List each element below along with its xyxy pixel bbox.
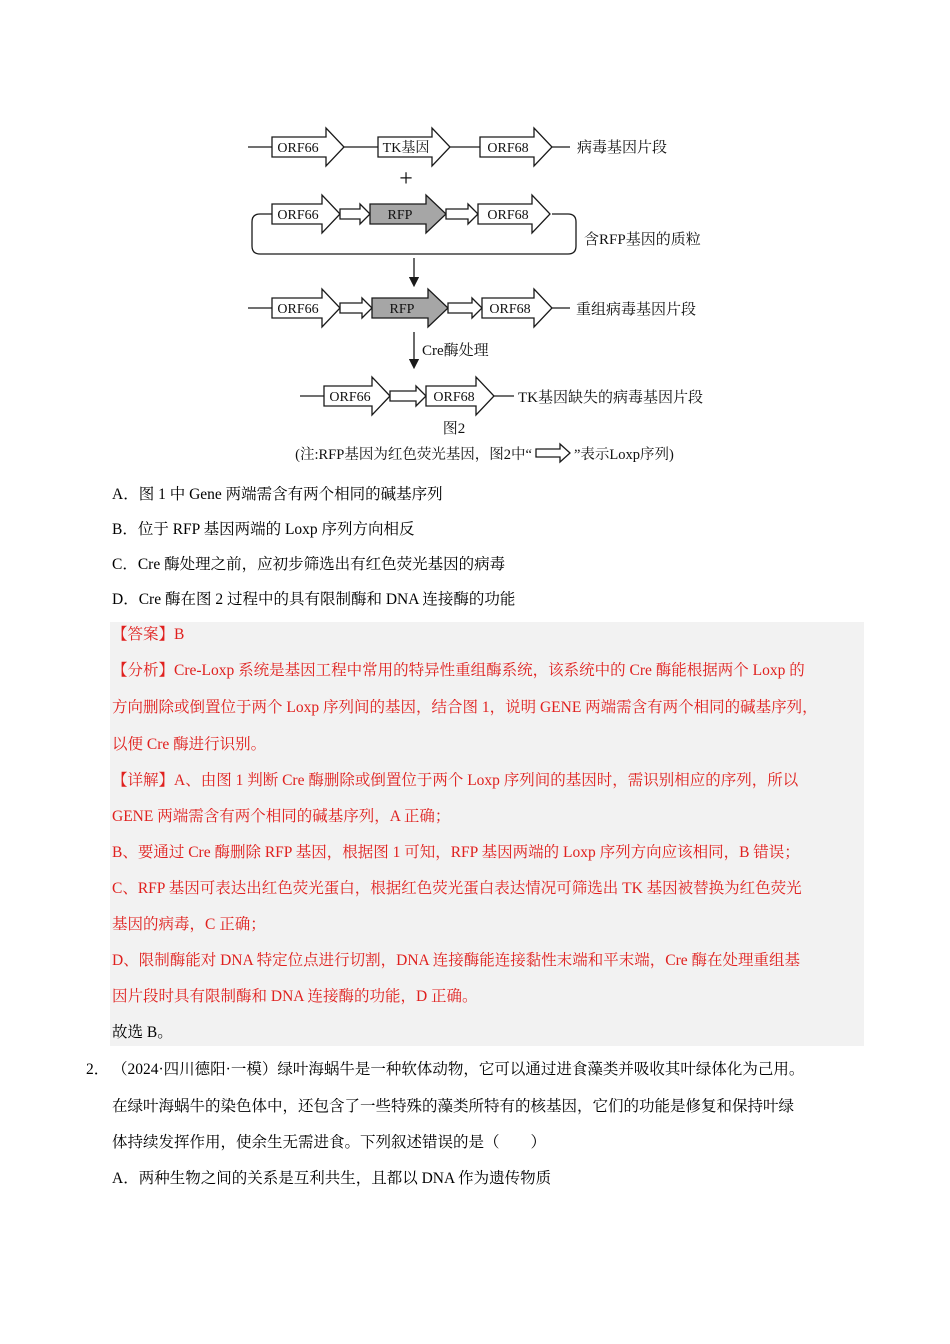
- label-tk-deleted: TK基因缺失的病毒基因片段: [518, 390, 703, 406]
- question-line: 在绿叶海蜗牛的染色体中，还包含了一些特殊的藻类所特有的核基因，它们的功能是修复和保持叶绿: [112, 1098, 795, 1115]
- label-orf68: ORF68: [433, 390, 475, 405]
- loxp-legend-arrow: [536, 444, 570, 462]
- note-left: (注:RFP基因为红色荧光基因，图2中“: [295, 447, 532, 463]
- analysis-line: 方向删除或倒置位于两个 Loxp 序列间的基因，结合图 1，说明 GENE 两端需含有两个相同的碱基序列，: [112, 699, 818, 716]
- question-number: 2．: [86, 1061, 110, 1078]
- detail-line: D、限制酶能对 DNA 特定位点进行切割，DNA 连接酶能连接黏性末端和平末端，Cre 酶在处理重组基: [112, 952, 801, 969]
- label-orf68: ORF68: [487, 141, 529, 156]
- option-a: A．两种生物之间的关系是互利共生，且都以 DNA 作为遗传物质: [112, 1170, 552, 1187]
- label-orf66: ORF66: [277, 208, 319, 223]
- option-d: D．Cre 酶在图 2 过程中的具有限制酶和 DNA 连接酶的功能: [112, 591, 516, 608]
- detail-line: 因片段时具有限制酶和 DNA 连接酶的功能，D 正确。: [112, 988, 478, 1005]
- label-orf66: ORF66: [277, 302, 319, 317]
- loxp-arrow: [340, 298, 372, 318]
- figure-caption: 图2: [442, 421, 466, 437]
- option-b: B．位于 RFP 基因两端的 Loxp 序列方向相反: [112, 521, 415, 538]
- detail-line: GENE 两端需含有两个相同的碱基序列，A 正确；: [112, 808, 451, 825]
- question-line: （2024·四川德阳·一模）绿叶海蜗牛是一种软体动物，它可以通过进食藻类并吸收其叶绿体化为己用。: [112, 1061, 805, 1078]
- label-rfp: RFP: [387, 208, 413, 223]
- detail-line: 基因的病毒，C 正确；: [112, 916, 266, 933]
- loxp-arrow: [448, 298, 482, 318]
- analysis-line: 以便 Cre 酶进行识别。: [112, 736, 267, 753]
- label-orf66: ORF66: [277, 141, 319, 156]
- loxp-arrow: [390, 386, 426, 406]
- option-c: C．Cre 酶处理之前，应初步筛选出有红色荧光基因的病毒: [112, 556, 506, 573]
- answer-line: 【答案】B: [112, 626, 185, 643]
- label-orf68: ORF68: [487, 208, 529, 223]
- analysis-line: 【分析】Cre-Loxp 系统是基因工程中常用的特异性重组酶系统，该系统中的 Cre 酶能根据两个 Loxp 的: [112, 662, 805, 679]
- plus-sign: +: [399, 166, 413, 192]
- label-cre-step: Cre酶处理: [422, 343, 489, 359]
- label-tk: TK基因: [382, 141, 430, 156]
- label-recombinant: 重组病毒基因片段: [576, 302, 697, 318]
- recombination-figure: [236, 118, 736, 468]
- question-line: 体持续发挥作用，使余生无需进食。下列叙述错误的是（ ）: [112, 1134, 547, 1151]
- answer-box: [110, 622, 864, 1046]
- label-rfp: RFP: [389, 302, 415, 317]
- loxp-arrow: [340, 204, 370, 224]
- label-plasmid: 含RFP基因的质粒: [584, 232, 701, 248]
- detail-line: C、RFP 基因可表达出红色荧光蛋白，根据红色荧光蛋白表达情况可筛选出 TK 基因被替换为红色荧光: [112, 880, 802, 897]
- detail-line: 【详解】A、由图 1 判断 Cre 酶删除或倒置位于两个 Loxp 序列间的基因时，需识别相应的序列，所以: [112, 772, 799, 789]
- loxp-arrow: [446, 204, 478, 224]
- conclusion-line: 故选 B。: [112, 1024, 173, 1041]
- label-orf68: ORF68: [489, 302, 531, 317]
- note-right: ”表示Loxp序列): [574, 447, 674, 463]
- option-a: A．图 1 中 Gene 两端需含有两个相同的碱基序列: [112, 486, 443, 503]
- detail-line: B、要通过 Cre 酶删除 RFP 基因，根据图 1 可知，RFP 基因两端的 Loxp 序列方向应该相同，B 错误；: [112, 844, 800, 861]
- label-virus-fragment: 病毒基因片段: [577, 140, 668, 156]
- label-orf66: ORF66: [329, 390, 371, 405]
